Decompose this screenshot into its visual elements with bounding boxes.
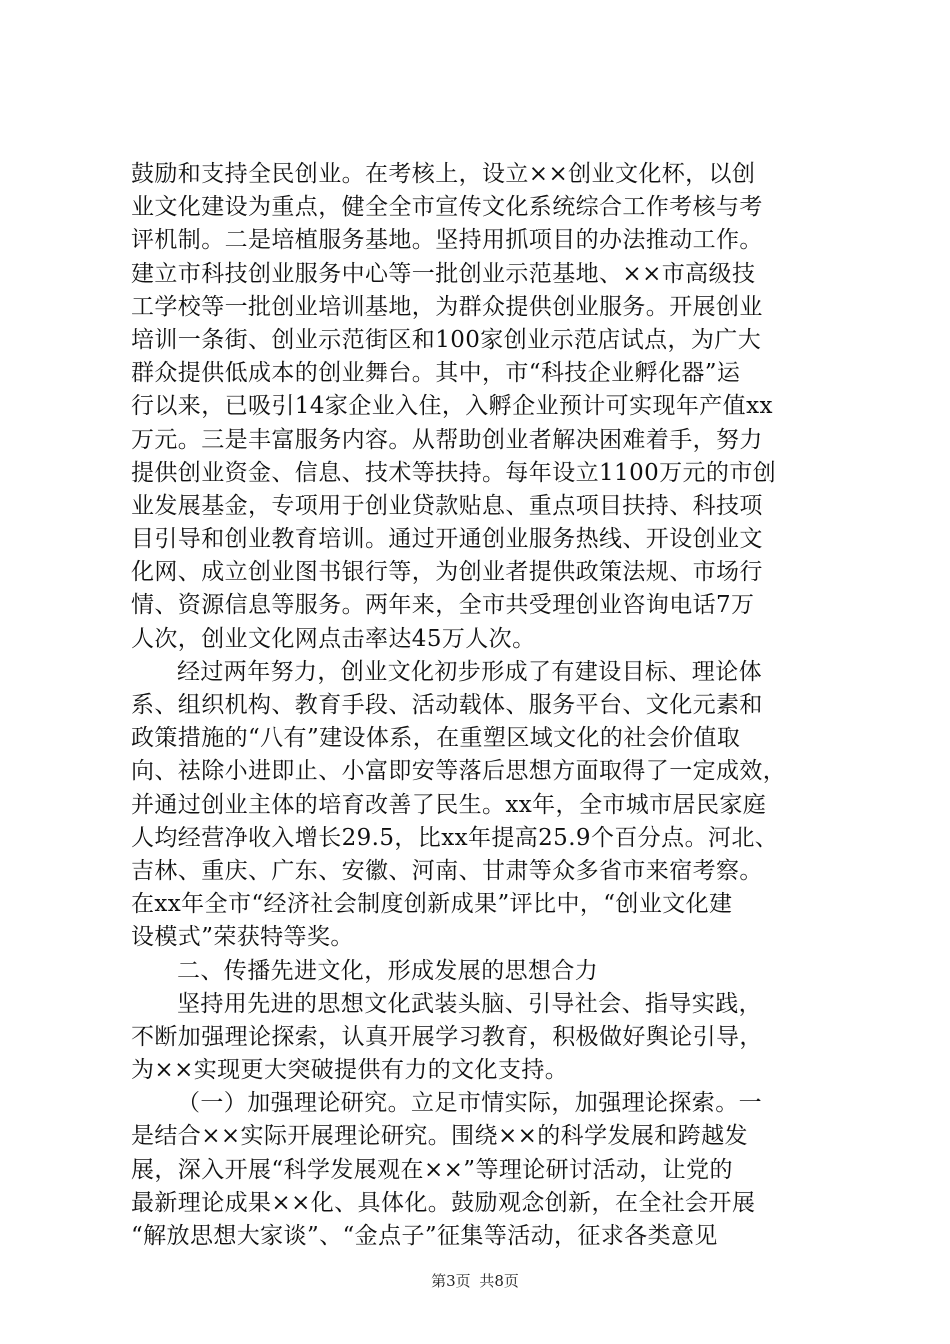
text-line: 评机制。二是培植服务基地。坚持用抓项目的办法推动工作。 — [131, 227, 763, 254]
text-line: 化网、成立创业图书银行等，为创业者提供政策法规、市场行 — [131, 559, 763, 586]
text-line: 并通过创业主体的培育改善了民生。xx年，全市城市居民家庭 — [131, 791, 767, 818]
text-line: 鼓励和支持全民创业。在考核上，设立××创业文化杯，以创 — [131, 161, 756, 187]
text-line: 向、祛除小进即止、小富即安等落后思想方面取得了一定成效， — [131, 758, 787, 785]
text-line: 目引导和创业教育培训。通过开通创业服务热线、开设创业文 — [131, 526, 763, 553]
paragraph-start-line: 经过两年努力，创业文化初步形成了有建设目标、理论体 — [177, 658, 762, 685]
text-line: 为××实现更大突破提供有力的文化支持。 — [131, 1057, 569, 1084]
text-line: 是结合××实际开展理论研究。围绕××的科学发展和跨越发 — [131, 1123, 748, 1150]
text-line: 系、组织机构、教育手段、活动载体、服务平台、文化元素和 — [131, 692, 763, 718]
page-footer — [0, 1270, 950, 1291]
text-line: 建立市科技创业服务中心等一批创业示范基地、××市高级技 — [131, 260, 756, 287]
text-line: 群众提供低成本的创业舞台。其中，市“科技企业孵化器”运 — [131, 360, 741, 387]
text-line: 不断加强理论探索，认真开展学习教育，积极做好舆论引导， — [131, 1023, 763, 1050]
text-line: 行以来，已吸引14家企业入住，入孵企业预计可实现年产值xx — [131, 393, 773, 420]
paragraph-start-line: 坚持用先进的思想文化武装头脑、引导社会、指导实践， — [177, 990, 762, 1017]
text-line: 吉林、重庆、广东、安徽、河南、甘肃等众多省市来宿考察。 — [131, 857, 763, 884]
text-line: 展，深入开展“科学发展观在××”等理论研讨活动，让党的 — [131, 1156, 733, 1183]
text-line: 政策措施的“八有”建设体系，在重塑区域文化的社会价值取 — [131, 725, 741, 752]
text-line: 业发展基金，专项用于创业贷款贴息、重点项目扶持、科技项 — [131, 492, 763, 519]
text-line: 最新理论成果××化、具体化。鼓励观念创新，在全社会开展 — [131, 1189, 756, 1216]
text-line: 工学校等一批创业培训基地，为群众提供创业服务。开展创业 — [131, 293, 763, 320]
text-line: 提供创业资金、信息、技术等扶持。每年设立1100万元的市创 — [131, 459, 777, 486]
text-line: 情、资源信息等服务。两年来，全市共受理创业咨询电话7万 — [131, 592, 755, 619]
text-line: 设模式”荣获特等奖。 — [131, 924, 354, 951]
page-total: 共8页 — [479, 1272, 519, 1290]
section-heading: 二、传播先进文化，形成发展的思想合力 — [177, 957, 599, 984]
text-line: 业文化建设为重点，健全全市宣传文化系统综合工作考核与考 — [131, 194, 763, 221]
subsection-start-line: （一）加强理论研究。立足市情实际，加强理论探索。一 — [177, 1090, 762, 1117]
text-line: “解放思想大家谈”、“金点子”征集等活动，征求各类意见 — [131, 1223, 718, 1249]
page-number: 第3页 — [431, 1272, 471, 1290]
text-line: 人次，创业文化网点击率达45万人次。 — [131, 625, 536, 652]
text-line: 培训一条街、创业示范街区和100家创业示范店试点，为广大 — [131, 326, 762, 353]
text-line: 在xx年全市“经济社会制度创新成果”评比中，“创业文化建 — [131, 891, 733, 918]
text-line: 人均经营净收入增长29.5，比xx年提高25.9个百分点。河北、 — [131, 824, 779, 851]
body-text — [131, 158, 831, 1253]
text-line: 万元。三是丰富服务内容。从帮助创业者解决困难着手，努力 — [131, 426, 763, 453]
